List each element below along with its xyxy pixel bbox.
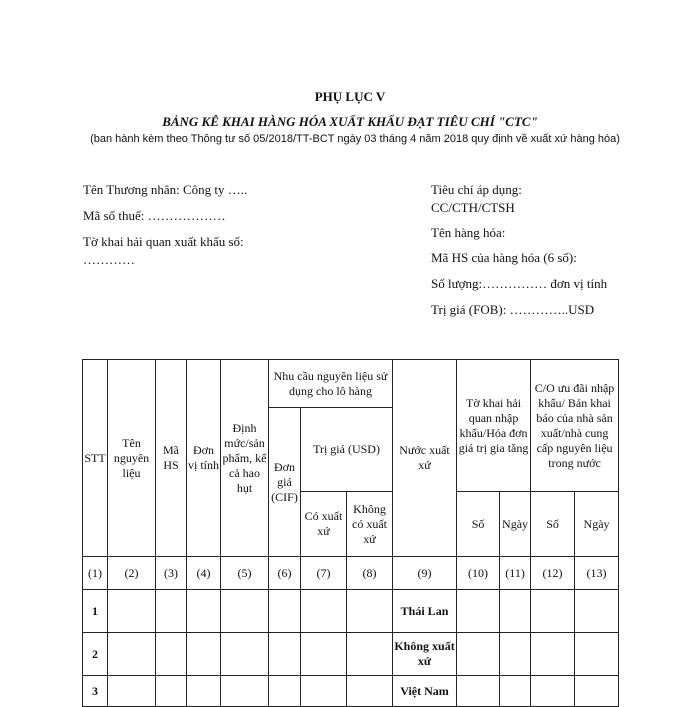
column-number: (2) <box>108 557 156 590</box>
export-declaration-label: Tờ khai hải quan xuất khẩu số: <box>83 234 244 249</box>
trader-name-field: Tên Thương nhân: Công ty ….. <box>83 182 248 197</box>
appendix-heading: PHỤ LỤC V <box>314 89 386 104</box>
header-origin-country: Nước xuất xứ <box>393 360 457 557</box>
row-stt: 1 <box>83 590 108 633</box>
tax-code-field: Mã số thuế: ……………… <box>83 208 226 223</box>
table-row <box>83 633 619 676</box>
column-number: (8) <box>347 557 393 590</box>
header-import-declaration: Tờ khai hải quan nhập khẩu/Hóa đơn giá trị gia tăng <box>457 360 531 492</box>
header-value-usd: Trị giá (USD) <box>301 408 393 492</box>
column-number: (13) <box>575 557 619 590</box>
goods-name-field: Tên hàng hóa: <box>431 225 506 240</box>
header-unit-price: Đơn giá (CIF) <box>269 408 301 557</box>
column-number: (1) <box>83 557 108 590</box>
column-number: (6) <box>269 557 301 590</box>
header-material-need: Nhu cầu nguyên liệu sử dụng cho lô hàng <box>269 360 393 408</box>
header-hs-code: Mã HS <box>156 360 187 557</box>
row-stt: 3 <box>83 676 108 707</box>
column-number: (4) <box>187 557 221 590</box>
column-number: (7) <box>301 557 347 590</box>
column-number: (10) <box>457 557 500 590</box>
header-material-name: Tên nguyên liệu <box>108 360 156 557</box>
header-without-origin: Không có xuất xứ <box>347 492 393 557</box>
criteria-label: Tiêu chí áp dụng: <box>431 182 522 197</box>
header-stt: STT <box>83 360 108 557</box>
header-co-number: Số <box>531 492 575 557</box>
document-title: BẢNG KÊ KHAI HÀNG HÓA XUẤT KHẨU ĐẠT TIÊU CHÍ "CTC" <box>162 114 538 129</box>
hs-code-field: Mã HS của hàng hóa (6 số): <box>431 250 577 265</box>
row-stt: 2 <box>83 633 108 676</box>
header-co-date: Ngày <box>575 492 619 557</box>
column-number: (9) <box>393 557 457 590</box>
header-co-preferential: C/O ưu đãi nhập khẩu/ Bản khai báo của nhà sản xuất/nhà cung cấp nguyên liệu trong nước <box>531 360 619 492</box>
fob-value-field: Trị giá (FOB): …………..USD <box>431 302 595 317</box>
export-declaration-value: ………… <box>83 252 135 267</box>
column-number-row <box>83 557 619 590</box>
column-number: (3) <box>156 557 187 590</box>
column-number: (12) <box>531 557 575 590</box>
criteria-value: CC/CTH/CTSH <box>431 200 515 215</box>
header-with-origin: Có xuất xứ <box>301 492 347 557</box>
header-import-date: Ngày <box>500 492 531 557</box>
header-norm: Định mức/sản phẩm, kể cả hao hụt <box>221 360 269 557</box>
table-row <box>83 590 619 633</box>
column-number: (11) <box>500 557 531 590</box>
row-origin-country: Thái Lan <box>393 590 457 633</box>
row-origin-country: Việt Nam <box>393 676 457 707</box>
table-row <box>83 676 619 707</box>
declaration-table <box>82 359 619 707</box>
header-unit: Đơn vị tính <box>187 360 221 557</box>
header-import-number: Số <box>457 492 500 557</box>
column-number: (5) <box>221 557 269 590</box>
document-subtitle: (ban hành kèm theo Thông tư số 05/2018/TT-BCT ngày 03 tháng 4 năm 2018 quy định về xuất xứ hàng hóa) <box>90 133 620 145</box>
quantity-field: Số lượng:…………… đơn vị tính <box>431 276 608 291</box>
row-origin-country: Không xuất xứ <box>393 633 457 676</box>
